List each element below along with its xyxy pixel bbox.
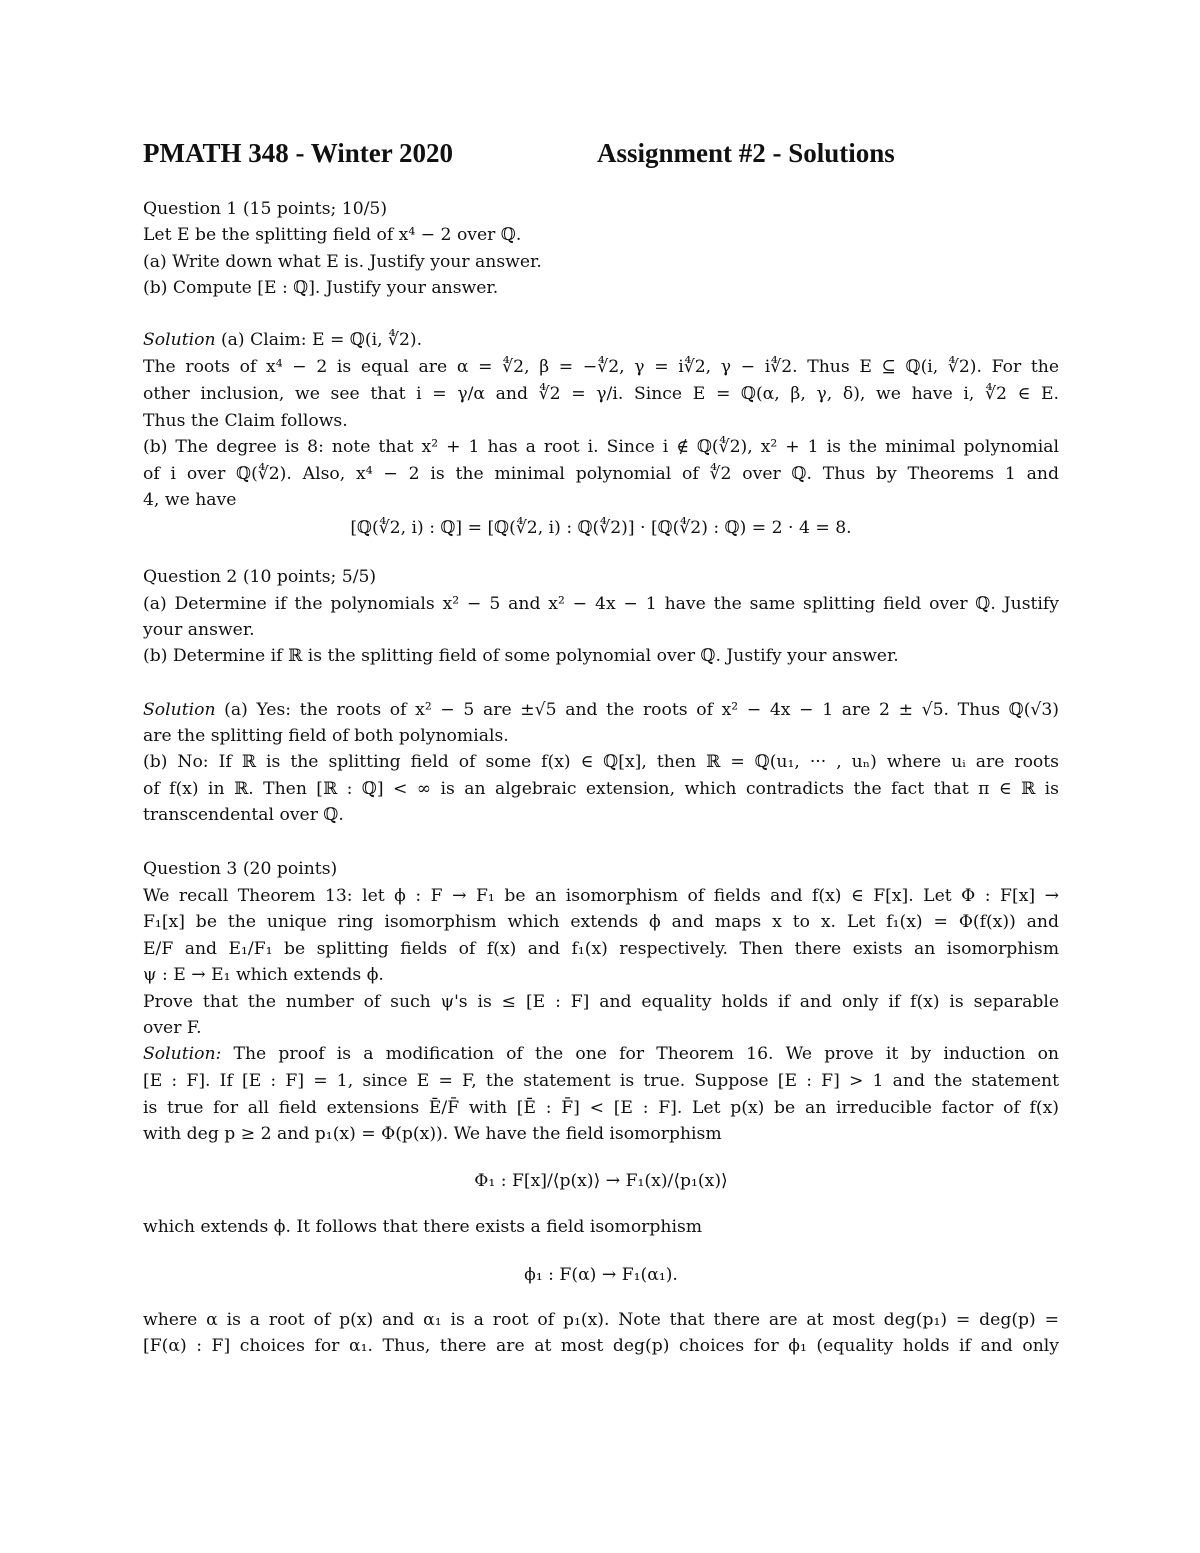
solution-3-line: which extends ϕ. It follows that there exists a field isomorphism (143, 1217, 703, 1237)
question-3-line: Prove that the number of such ψ's is ≤ [E : F] and equality holds if and only if f(x) is separable (143, 992, 1059, 1012)
solution-1-line: other inclusion, we see that i = γ/α and ∜2 = γ/i. Since E = ℚ(α, β, γ, δ), we have i, ∜2 ∈ E. (143, 384, 1059, 404)
solution-3-equation: ϕ₁ : F(α) → F₁(α₁). (524, 1265, 678, 1285)
solution-1-line: of i over ℚ(∜2). Also, x⁴ − 2 is the minimal polynomial of ∜2 over ℚ. Thus by Theorems 1 and (143, 464, 1059, 484)
question-3-line: F₁[x] be the unique ring isomorphism which extends ϕ and maps x to x. Let f₁(x) = Φ(f(x)) and (143, 912, 1059, 932)
solution-label: Solution: (143, 1044, 222, 1064)
solution-3-line: where α is a root of p(x) and α₁ is a root of p₁(x). Note that there are at most deg(p₁) = deg(p) = (143, 1310, 1059, 1330)
solution-1-line: 4, we have (143, 490, 237, 510)
question-3-line: E/F and E₁/F₁ be splitting fields of f(x) and f₁(x) respectively. Then there exists an isomorphism (143, 939, 1059, 959)
solution-2-line: are the splitting field of both polynomials. (143, 726, 509, 746)
course-title: PMATH 348 - Winter 2020 (143, 138, 453, 168)
solution-2-line: of f(x) in ℝ. Then [ℝ : ℚ] < ∞ is an algebraic extension, which contradicts the fact that π ∈ ℝ is (143, 779, 1059, 799)
solution-label: Solution (143, 700, 216, 720)
question-2-line: your answer. (143, 620, 255, 640)
question-3-line: We recall Theorem 13: let ϕ : F → F₁ be an isomorphism of fields and f(x) ∈ F[x]. Let Φ : F[x] → (143, 886, 1059, 906)
solution-3-line: with deg p ≥ 2 and p₁(x) = Φ(p(x)). We have the field isomorphism (143, 1124, 722, 1144)
solution-label: Solution (143, 330, 216, 350)
question-3-line: over F. (143, 1018, 202, 1038)
assignment-title: Assignment #2 - Solutions (597, 138, 895, 168)
solution-1-line: The roots of x⁴ − 2 is equal are α = ∜2, β = −∜2, γ = i∜2, γ − i∜2. Thus E ⊆ ℚ(i, ∜2). For the (143, 357, 1059, 377)
solution-1-line: Thus the Claim follows. (143, 411, 348, 431)
question-1-line: (a) Write down what E is. Justify your answer. (143, 252, 542, 272)
question-2-line: (b) Determine if ℝ is the splitting field of some polynomial over ℚ. Justify your answer. (143, 646, 899, 666)
solution-1-equation: [ℚ(∜2, i) : ℚ] = [ℚ(∜2, i) : ℚ(∜2)] · [ℚ(∜2) : ℚ) = 2 · 4 = 8. (350, 518, 852, 538)
question-1-heading: Question 1 (15 points; 10/5) (143, 199, 388, 219)
question-3-line: ψ : E → E₁ which extends ϕ. (143, 965, 384, 985)
question-1-line: (b) Compute [E : ℚ]. Justify your answer. (143, 278, 499, 298)
solution-2-line: transcendental over ℚ. (143, 805, 344, 825)
solution-3-equation: Φ₁ : F[x]/⟨p(x)⟩ → F₁(x)/⟨p₁(x)⟩ (474, 1171, 728, 1191)
solution-3-line: is true for all field extensions Ē/F̄ with [Ē : F̄] < [E : F]. Let p(x) be an irreducible factor of f(x) (143, 1098, 1059, 1118)
solution-2-line: Solution (a) Yes: the roots of x² − 5 are ±√5 and the roots of x² − 4x − 1 are 2 ± √5. Thus ℚ(√3) (143, 700, 1059, 720)
solution-2-line: (b) No: If ℝ is the splitting field of some f(x) ∈ ℚ[x], then ℝ = ℚ(u₁, ··· , uₙ) where uᵢ are roots (143, 752, 1059, 772)
question-2-heading: Question 2 (10 points; 5/5) (143, 567, 377, 587)
question-3-heading: Question 3 (20 points) (143, 859, 338, 879)
solution-3-line: Solution: The proof is a modification of the one for Theorem 16. We prove it by induction on (143, 1044, 1059, 1064)
solution-1-line: Solution (a) Claim: E = ℚ(i, ∜2). (143, 330, 423, 350)
question-2-line: (a) Determine if the polynomials x² − 5 and x² − 4x − 1 have the same splitting field over ℚ. Justify (143, 594, 1059, 614)
solution-1-line: (b) The degree is 8: note that x² + 1 has a root i. Since i ∉ ℚ(∜2), x² + 1 is the minimal polynomial (143, 437, 1059, 457)
solution-3-line: [F(α) : F] choices for α₁. Thus, there are at most deg(p) choices for ϕ₁ (equality holds if and only (143, 1336, 1059, 1356)
question-1-line: Let E be the splitting field of x⁴ − 2 over ℚ. (143, 225, 522, 245)
solution-3-line: [E : F]. If [E : F] = 1, since E = F, the statement is true. Suppose [E : F] > 1 and the statement (143, 1071, 1059, 1091)
